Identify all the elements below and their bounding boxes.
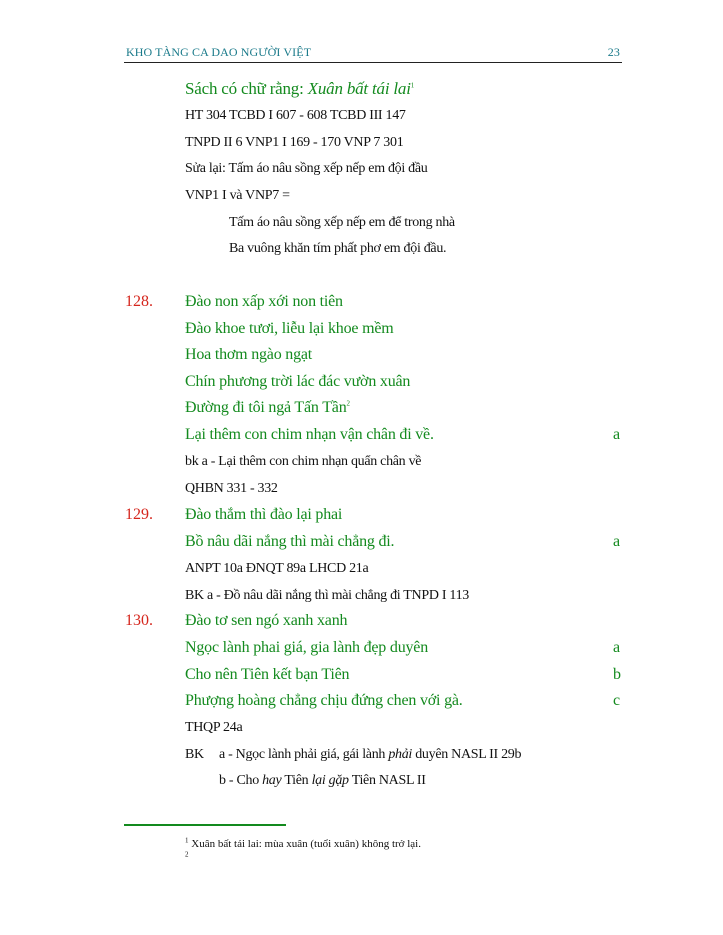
entry-number-129: 129.	[125, 506, 153, 523]
sach-line	[185, 79, 414, 99]
footnote-ref-1[interactable]: 1	[410, 81, 415, 90]
source-130: THQP 24a	[185, 720, 243, 735]
verse-130-3: Cho nên Tiên kết bạn Tiên	[185, 666, 350, 683]
verse-128-5-text: Đường đi tôi ngả Tấn Tần	[185, 399, 347, 416]
footnote-2-mark: 2	[185, 850, 189, 859]
quote-line-2: Ba vuông khăn tím phất phơ em đội đầu.	[229, 241, 447, 256]
variant-130-b	[219, 773, 426, 789]
rhyme-mark-130-a: a	[613, 639, 621, 656]
entry-number-130: 130.	[125, 612, 153, 629]
variant-129: BK a - Đồ nâu dãi nắng thì mài chẳng đi TNPD I 113	[185, 588, 470, 603]
variant-line: VNP1 I và VNP7 =	[185, 188, 290, 203]
book-title: KHO TÀNG CA DAO NGƯỜI VIỆT	[126, 45, 312, 59]
verse-128-4: Chín phương trời lác đác vườn xuân	[185, 373, 411, 390]
variant-130-b-pre: b - Cho	[219, 773, 263, 788]
footnote-ref-2[interactable]: 2	[346, 399, 350, 408]
source-129: ANPT 10a ĐNQT 89a LHCD 21a	[185, 561, 369, 576]
entry-number-128: 128.	[125, 293, 153, 310]
sach-prefix: Sách có chữ rằng:	[185, 79, 308, 98]
quote-line-1: Tấm áo nâu sồng xếp nếp em để trong nhà	[229, 215, 455, 230]
rhyme-mark-129-a: a	[613, 533, 621, 550]
footnote-2	[185, 852, 189, 864]
variant-130-b-italic-1: hay	[262, 773, 282, 788]
verse-128-6: Lại thêm con chim nhạn vận chân đi về.	[185, 426, 434, 443]
verse-129-2: Bồ nâu dãi nắng thì mài chẳng đi.	[185, 533, 395, 550]
variant-130-a	[219, 747, 521, 763]
variant-label-130: BK	[185, 747, 204, 762]
footnote-1-mark: 1	[185, 836, 189, 845]
verse-128-5	[185, 399, 350, 417]
variant-130-a-post: duyên NASL II 29b	[412, 747, 522, 762]
verse-130-2: Ngọc lành phai giá, gia lành đẹp duyên	[185, 639, 428, 656]
verse-128-2: Đào khoe tươi, liễu lại khoe mềm	[185, 320, 394, 337]
sach-italic: Xuân bất tái lai	[307, 79, 411, 98]
variant-130-a-italic: phải	[388, 747, 413, 762]
ref-line-1: HT 304 TCBD I 607 - 608 TCBD III 147	[185, 108, 406, 123]
variant-130-b-post: Tiên NASL II	[348, 773, 426, 788]
rhyme-mark-130-c: c	[613, 692, 621, 709]
verse-130-4: Phượng hoàng chẳng chịu đứng chen với gà.	[185, 692, 463, 709]
page-header	[124, 44, 622, 63]
verse-129-1: Đào thắm thì đào lại phai	[185, 506, 343, 523]
variant-130-b-mid: Tiên	[281, 773, 312, 788]
ref-line-2: TNPD II 6 VNP1 I 169 - 170 VNP 7 301	[185, 135, 404, 150]
rhyme-mark-130-b: b	[613, 666, 621, 683]
variant-128: bk a - Lại thêm con chim nhạn quẩn chân về	[185, 454, 422, 469]
rhyme-mark-128-a: a	[613, 426, 621, 443]
verse-128-1: Đào non xấp xới non tiên	[185, 293, 343, 310]
source-128: QHBN 331 - 332	[185, 481, 278, 496]
verse-130-1: Đào tơ sen ngó xanh xanh	[185, 612, 348, 629]
footnote-1-text: Xuân bất tái lai: mùa xuân (tuổi xuân) không trở lại.	[188, 838, 421, 850]
footnote-divider	[124, 824, 286, 826]
variant-130-b-italic-2: lại gặp	[311, 773, 349, 788]
correction-line: Sửa lại: Tấm áo nâu sồng xếp nếp em đội đầu	[185, 161, 428, 176]
page-number: 23	[607, 45, 620, 59]
footnote-1	[185, 838, 421, 850]
variant-130-a-pre: a - Ngọc lành phải giá, gái lành	[219, 747, 389, 762]
verse-128-3: Hoa thơm ngào ngạt	[185, 346, 313, 363]
